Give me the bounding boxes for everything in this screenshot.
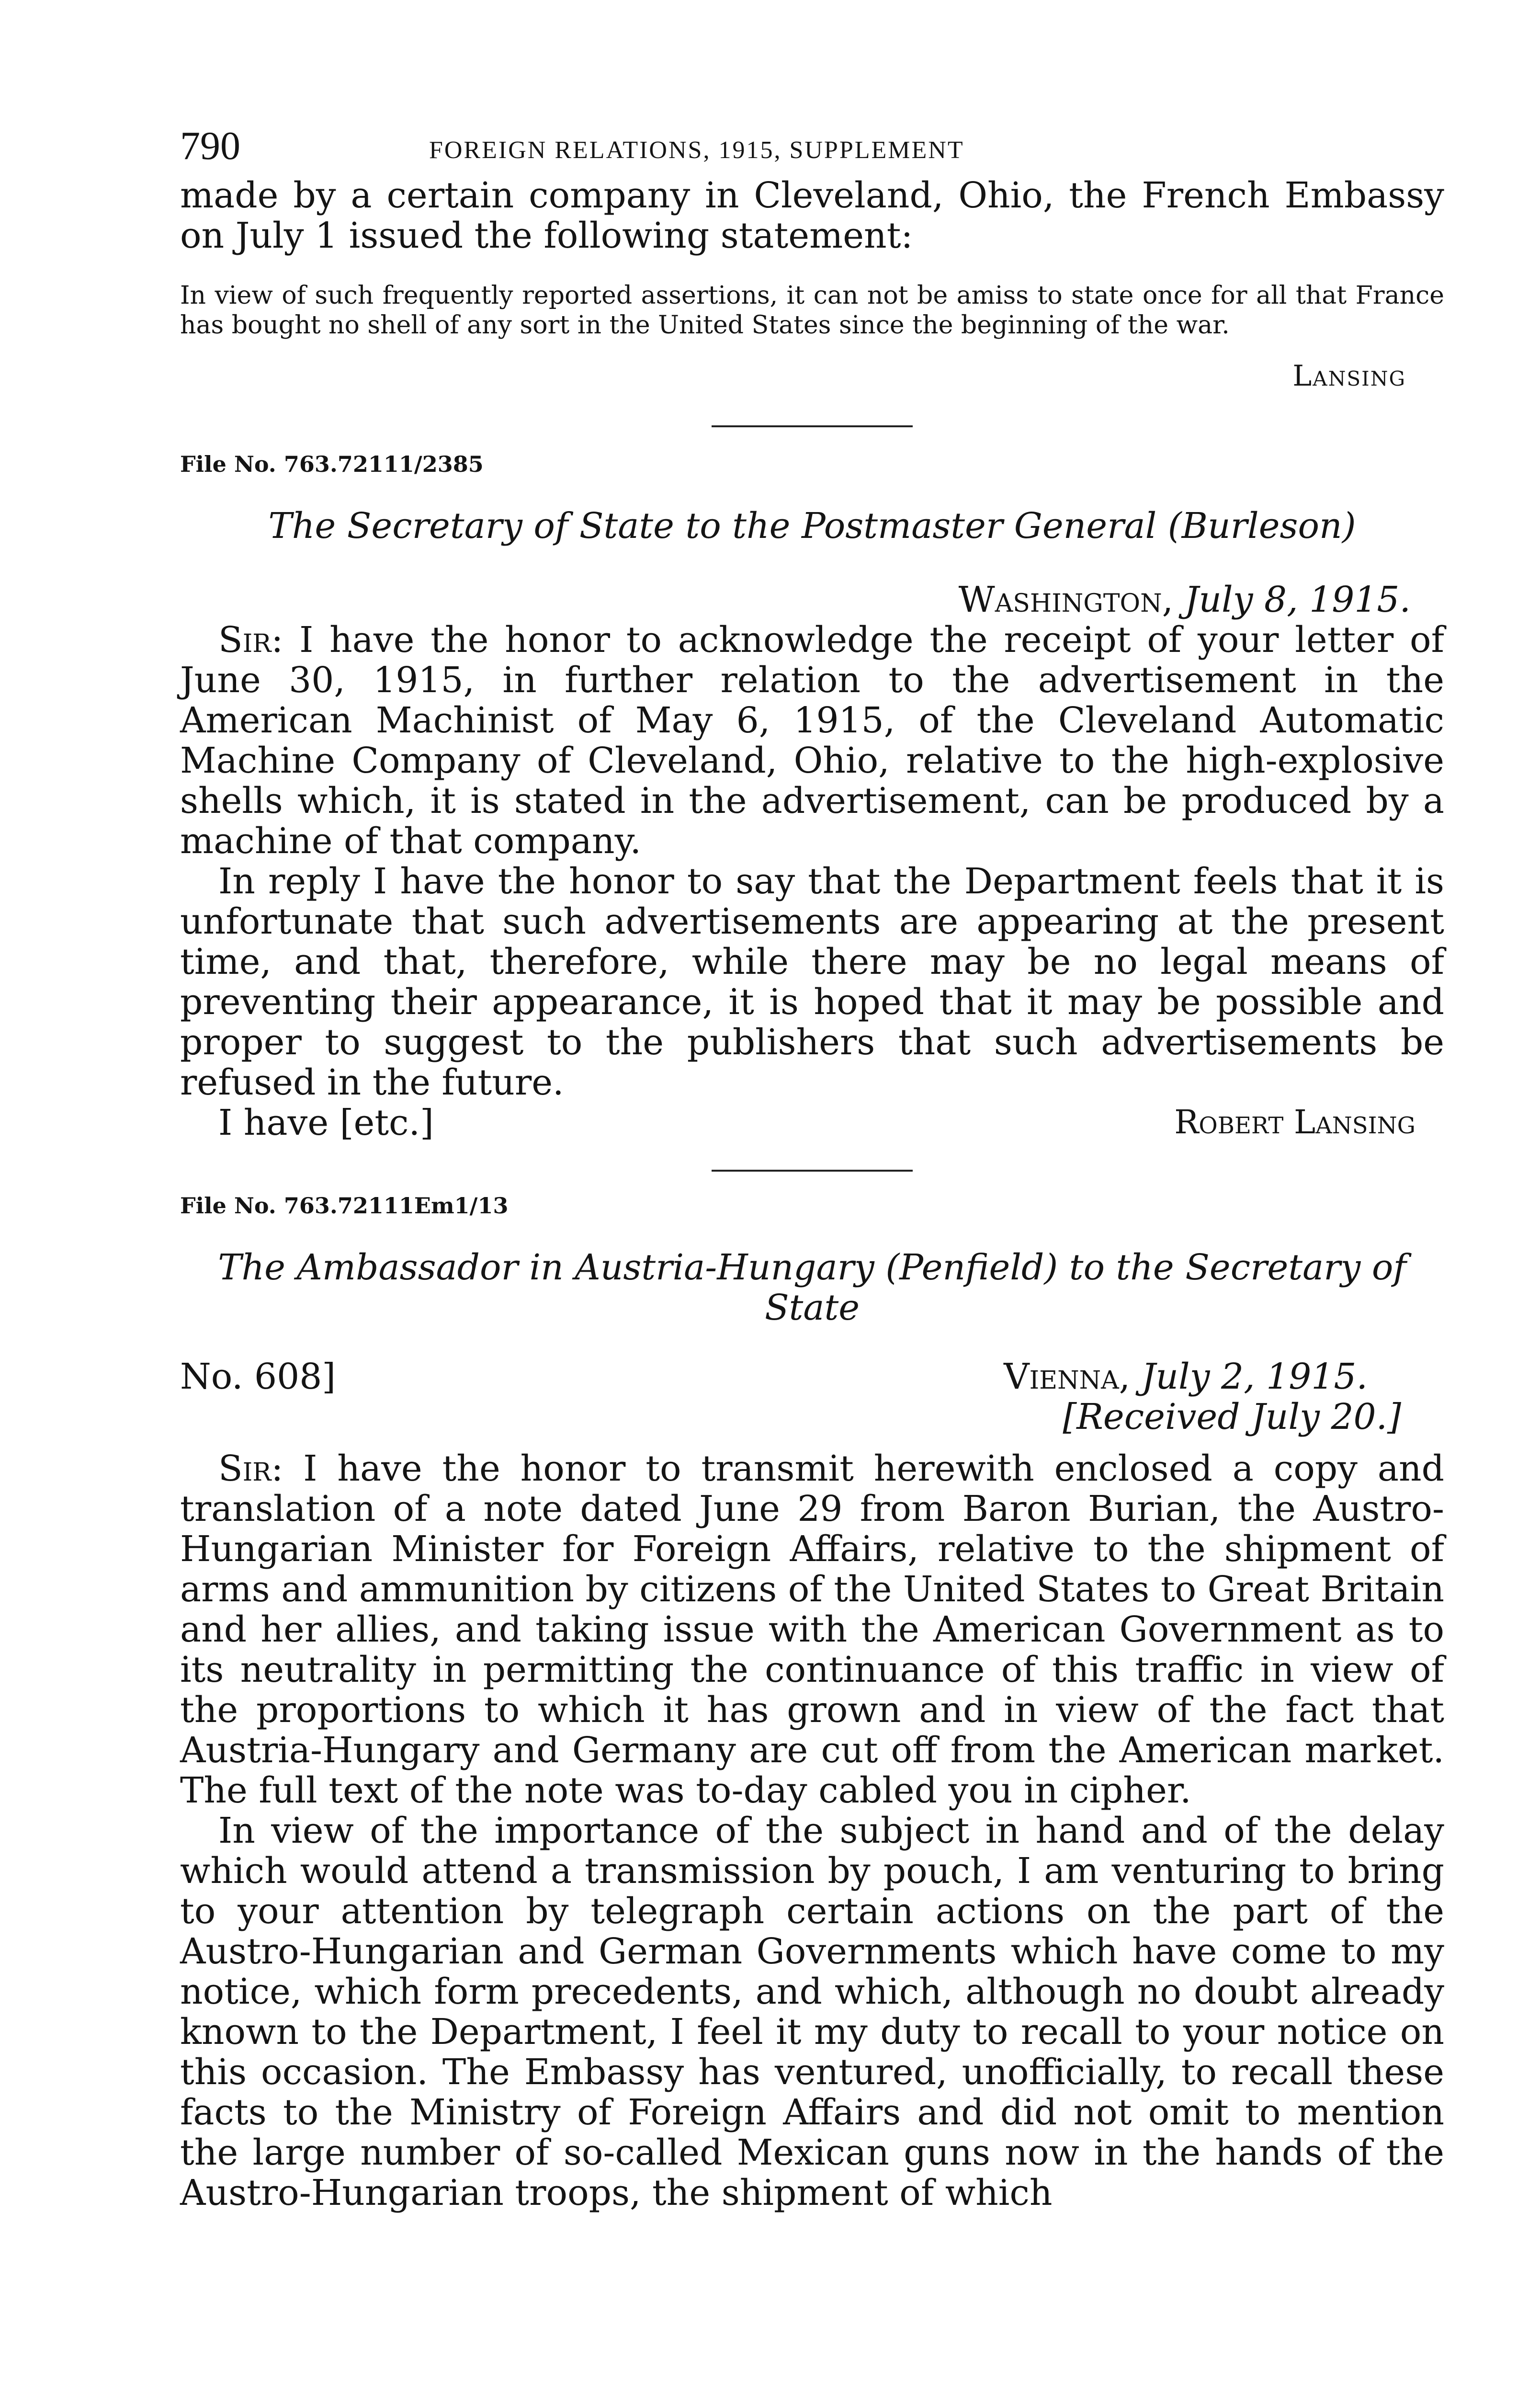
dateline-row bbox=[180, 1357, 1444, 1397]
page-header bbox=[180, 113, 1444, 171]
dateline bbox=[1004, 1357, 1444, 1397]
file-number: File No. 763.72111/2385 bbox=[180, 451, 484, 477]
section-divider bbox=[712, 425, 913, 427]
document-title: The Ambassador in Austria-Hungary (Penfield) to the Secretary of State bbox=[218, 1247, 1406, 1328]
signature-robert-lansing: Robert Lansing bbox=[1174, 1104, 1415, 1141]
dateline bbox=[180, 580, 1444, 620]
despatch-paragraph-1 bbox=[180, 1448, 1444, 1811]
document-title: The Secretary of State to the Postmaster General (Burleson) bbox=[268, 505, 1356, 547]
dateline-place: Vienna, bbox=[1004, 1356, 1131, 1397]
running-head: FOREIGN RELATIONS, 1915, SUPPLEMENT bbox=[429, 137, 964, 164]
dateline-date: July 2, 1915. bbox=[1141, 1356, 1368, 1397]
paragraph-text: I have the honor to acknowledge the receipt of your letter of June 30, 1915, in further relation to the advertisement in the American Machinist of May 6, 1915, of the Cleveland Automatic Machine Company of Cleveland, Ohio, relative to the high-explosive shells which, it is stated in the advertisement, can be produced by a machine of that company. bbox=[180, 619, 1444, 862]
dateline-date: July 8, 1915. bbox=[1184, 579, 1411, 620]
letter-paragraph-1 bbox=[180, 620, 1444, 861]
section-divider bbox=[712, 1170, 913, 1172]
salutation: Sir: bbox=[218, 619, 283, 661]
paragraph-text: I have the honor to transmit herewith enclosed a copy and translation of a note dated June 29 from Baron Burian, the Austro-Hungarian Minister for Foreign Affairs, relative to the shipment of arms and ammunition by citizens of the United States to Great Britain and her allies, and taking issue with the American Government as to its neutrality in permitting the continuance of this traffic in view of the proportions to which it has grown and in view of the fact that Austria-Hungary and Germany are cut off from the American market. The full text of the note was to-day cabled you in cipher. bbox=[180, 1448, 1444, 1811]
dateline-place: Washington, bbox=[958, 579, 1174, 620]
signature-lansing: Lansing bbox=[1292, 359, 1406, 393]
document-page bbox=[180, 113, 1444, 2213]
letter-paragraph-2: In reply I have the honor to say that the Department feels that it is unfortunate that such advertisements are appearing at the present time, and that, therefore, while there may be no legal means of preventing their appearance, it is hoped that it may be possible and proper to suggest to the publishers that such advertisements be refused in the future. bbox=[180, 861, 1444, 1103]
intro-paragraph: made by a certain company in Cleveland, Ohio, the French Embassy on July 1 issued the following statement: bbox=[180, 175, 1444, 256]
salutation: Sir: bbox=[218, 1448, 283, 1489]
file-number: File No. 763.72111Em1/13 bbox=[180, 1193, 509, 1219]
page-number: 790 bbox=[180, 124, 240, 168]
received-date: [Received July 20.] bbox=[1063, 1396, 1401, 1437]
closing: I have [etc.] bbox=[218, 1102, 434, 1143]
quoted-statement: In view of such frequently reported assertions, it can not be amiss to state once for all that France has bought no shell of any sort in the United States since the beginning of the war. bbox=[180, 281, 1444, 340]
despatch-paragraph-2: In view of the importance of the subject in hand and of the delay which would attend a transmission by pouch, I am venturing to bring to your attention by telegraph certain actions on the part of the Austro-Hungarian and German Governments which have come to my notice, which form precedents, and which, although no doubt already known to the Department, I feel it my duty to recall to your notice on this occasion. The Embassy has ventured, unofficially, to recall these facts to the Ministry of Foreign Affairs and did not omit to mention the large number of so-called Mexican guns now in the hands of the Austro-Hungarian troops, the shipment of which bbox=[180, 1810, 1444, 2213]
despatch-number: No. 608] bbox=[180, 1356, 336, 1397]
closing-row bbox=[180, 1103, 1444, 1143]
